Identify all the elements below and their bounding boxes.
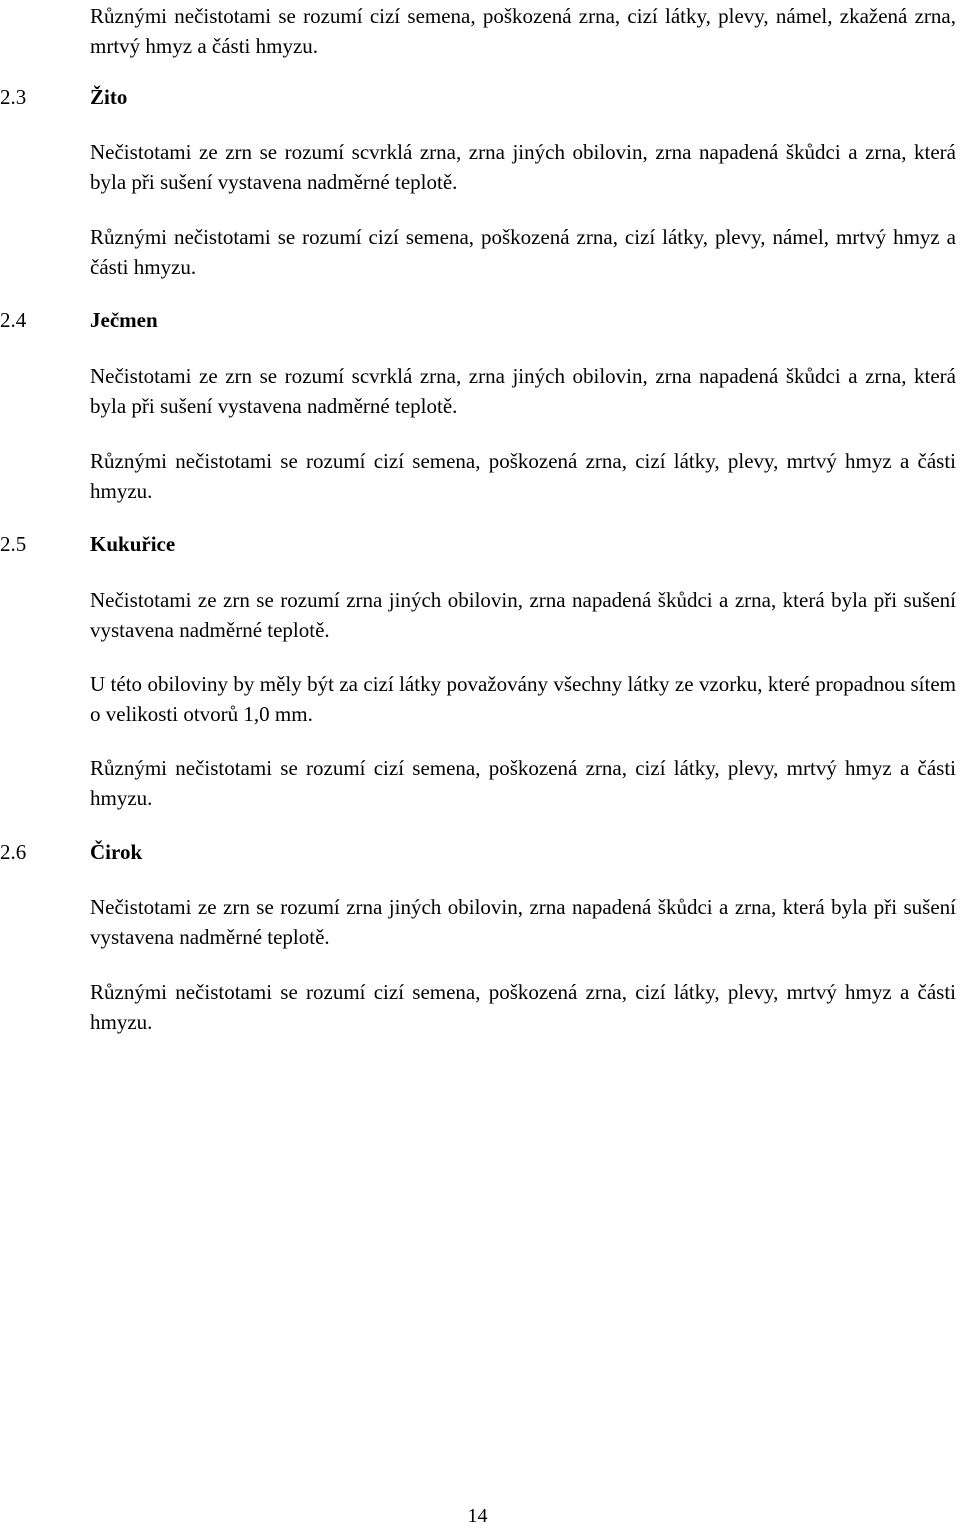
section-kukurice-paragraph-2: U této obiloviny by měly být za cizí látky považovány všechny látky ze vzorku, které propadnou sítem o velikosti otvorů 1,0 mm. xyxy=(90,672,956,726)
section-title: Žito xyxy=(90,85,128,109)
section-title: Čirok xyxy=(90,840,143,864)
section-zito-paragraph-2: Různými nečistotami se rozumí cizí semena, poškozená zrna, cizí látky, plevy, námel, mrtvý hmyz a části hmyzu. xyxy=(90,225,956,279)
section-number: 2.4 xyxy=(0,308,27,332)
section-cirok-paragraph-1: Nečistotami ze zrn se rozumí zrna jiných obilovin, zrna napadená škůdci a zrna, která byla při sušení vystavena nadměrné teplotě. xyxy=(90,895,956,949)
section-number: 2.6 xyxy=(0,840,27,864)
section-heading-zito xyxy=(0,82,127,112)
section-heading-cirok xyxy=(0,837,142,867)
section-number: 2.5 xyxy=(0,532,27,556)
section-kukurice-paragraph-1: Nečistotami ze zrn se rozumí zrna jiných obilovin, zrna napadená škůdci a zrna, která byla při sušení vystavena nadměrné teplotě. xyxy=(90,588,956,642)
section-title: Ječmen xyxy=(90,308,158,332)
section-kukurice-paragraph-3: Různými nečistotami se rozumí cizí semena, poškozená zrna, cizí látky, plevy, mrtvý hmyz a části hmyzu. xyxy=(90,756,956,810)
section-heading-jecmen xyxy=(0,305,158,335)
section-number: 2.3 xyxy=(0,85,27,109)
section-zito-paragraph-1: Nečistotami ze zrn se rozumí scvrklá zrna, zrna jiných obilovin, zrna napadená škůdci a zrna, která byla při sušení vystavena nadměrné teplotě. xyxy=(90,140,956,194)
page-number: 14 xyxy=(467,1505,488,1527)
section-jecmen-paragraph-2: Různými nečistotami se rozumí cizí semena, poškozená zrna, cizí látky, plevy, mrtvý hmyz a části hmyzu. xyxy=(90,449,956,503)
intro-paragraph: Různými nečistotami se rozumí cizí semena, poškozená zrna, cizí látky, plevy, námel, zkažená zrna, mrtvý hmyz a části hmyzu. xyxy=(90,4,956,58)
section-heading-kukurice xyxy=(0,529,175,559)
section-cirok-paragraph-2: Různými nečistotami se rozumí cizí semena, poškozená zrna, cizí látky, plevy, mrtvý hmyz a části hmyzu. xyxy=(90,980,956,1034)
section-jecmen-paragraph-1: Nečistotami ze zrn se rozumí scvrklá zrna, zrna jiných obilovin, zrna napadená škůdci a zrna, která byla při sušení vystavena nadměrné teplotě. xyxy=(90,364,956,418)
section-title: Kukuřice xyxy=(90,532,176,556)
